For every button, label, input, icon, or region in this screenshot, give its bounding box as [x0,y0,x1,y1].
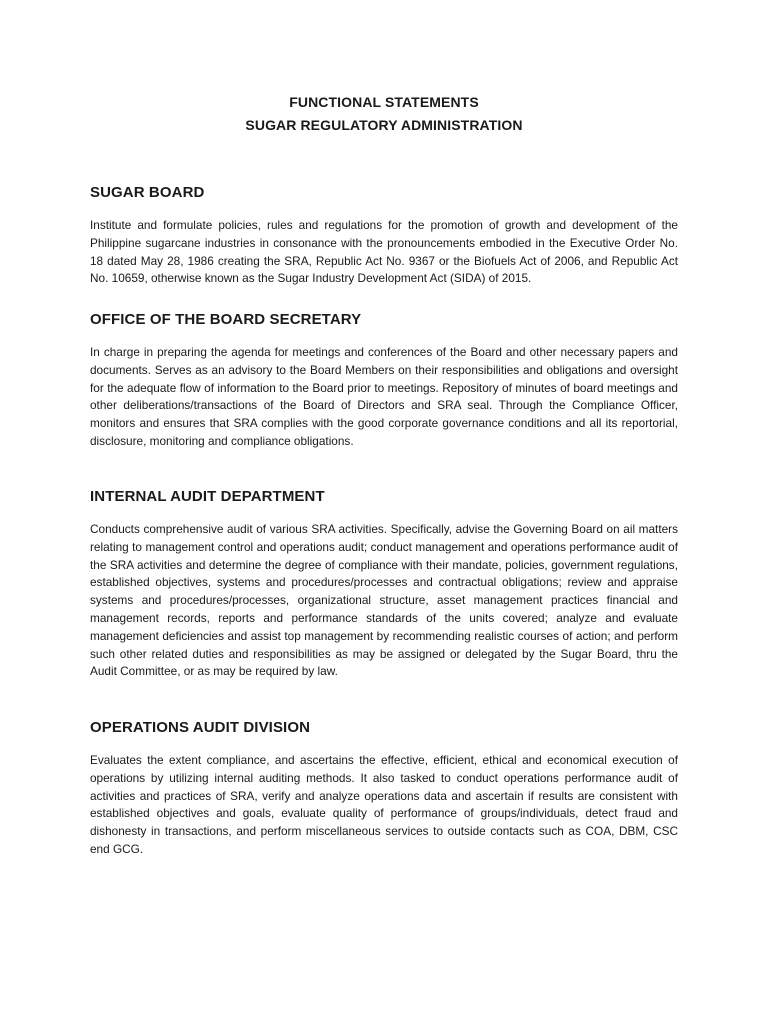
section-heading: INTERNAL AUDIT DEPARTMENT [90,488,325,505]
section-body: In charge in preparing the agenda for meetings and conferences of the Board and other necessary papers and documents. Serves as an advisory to the Board Members on their responsibilities and obligations and oversight for the adequate flow of information to the Board prior to meetings. Repository of minutes of board meetings and other deliberations/transactions of the Board of Directors and SRA seal. Through the Compliance Officer, monitors and ensures that SRA complies with the good corporate governance conditions and all its reportorial, disclosure, monitoring and compliance obligations. [90,345,678,448]
section-heading: OPERATIONS AUDIT DIVISION [90,719,311,736]
section-sugar-board [90,183,678,288]
document-title-line1: FUNCTIONAL STATEMENTS [289,94,479,110]
section-office-of-the-board-secretary [90,310,678,451]
document-title-line2: SUGAR REGULATORY ADMINISTRATION [245,117,523,133]
section-operations-audit-division [90,718,678,859]
section-body: Conducts comprehensive audit of various SRA activities. Specifically, advise the Governing Board on ail matters relating to management control and operations audit; conduct management and operations performance audit of the SRA activities and determine the degree of compliance with their mandate, policies, government regulations, established objectives, systems and procedures/processes and contractual obligations; review and appraise systems and procedures/processes, organizational structure, asset management practices financial and management records, reports and performance standards of the units covered; analyze and evaluate management deficiencies and assist top management by recommending realistic courses of action; and perform such other related duties and responsibilities as may be assigned or delegated by the Sugar Board, thru the Audit Committee, or as may be required by law. [90,522,678,679]
section-internal-audit-department [90,487,678,681]
section-heading: SUGAR BOARD [90,184,205,201]
section-body: Evaluates the extent compliance, and ascertains the effective, efficient, ethical and economical execution of operations by utilizing internal auditing methods. It also tasked to conduct operations performance audit of activities and practices of SRA, verify and analyze operations data and ascertain if results are consistent with established objectives and goals, evaluate quality of performance of groups/individuals, detect fraud and dishonesty in transactions, and perform miscellaneous services to outside contacts such as COA, DBM, CSC end GCG. [90,753,678,856]
section-heading: OFFICE OF THE BOARD SECRETARY [90,311,362,328]
section-body: Institute and formulate policies, rules and regulations for the promotion of growth and development of the Philippine sugarcane industries in consonance with the pronouncements embodied in the Executive Order No. 18 dated May 28, 1986 creating the SRA, Republic Act No. 9367 or the Biofuels Act of 2006, and Republic Act No. 10659, otherwise known as the Sugar Industry Development Act (SIDA) of 2015. [90,218,678,286]
